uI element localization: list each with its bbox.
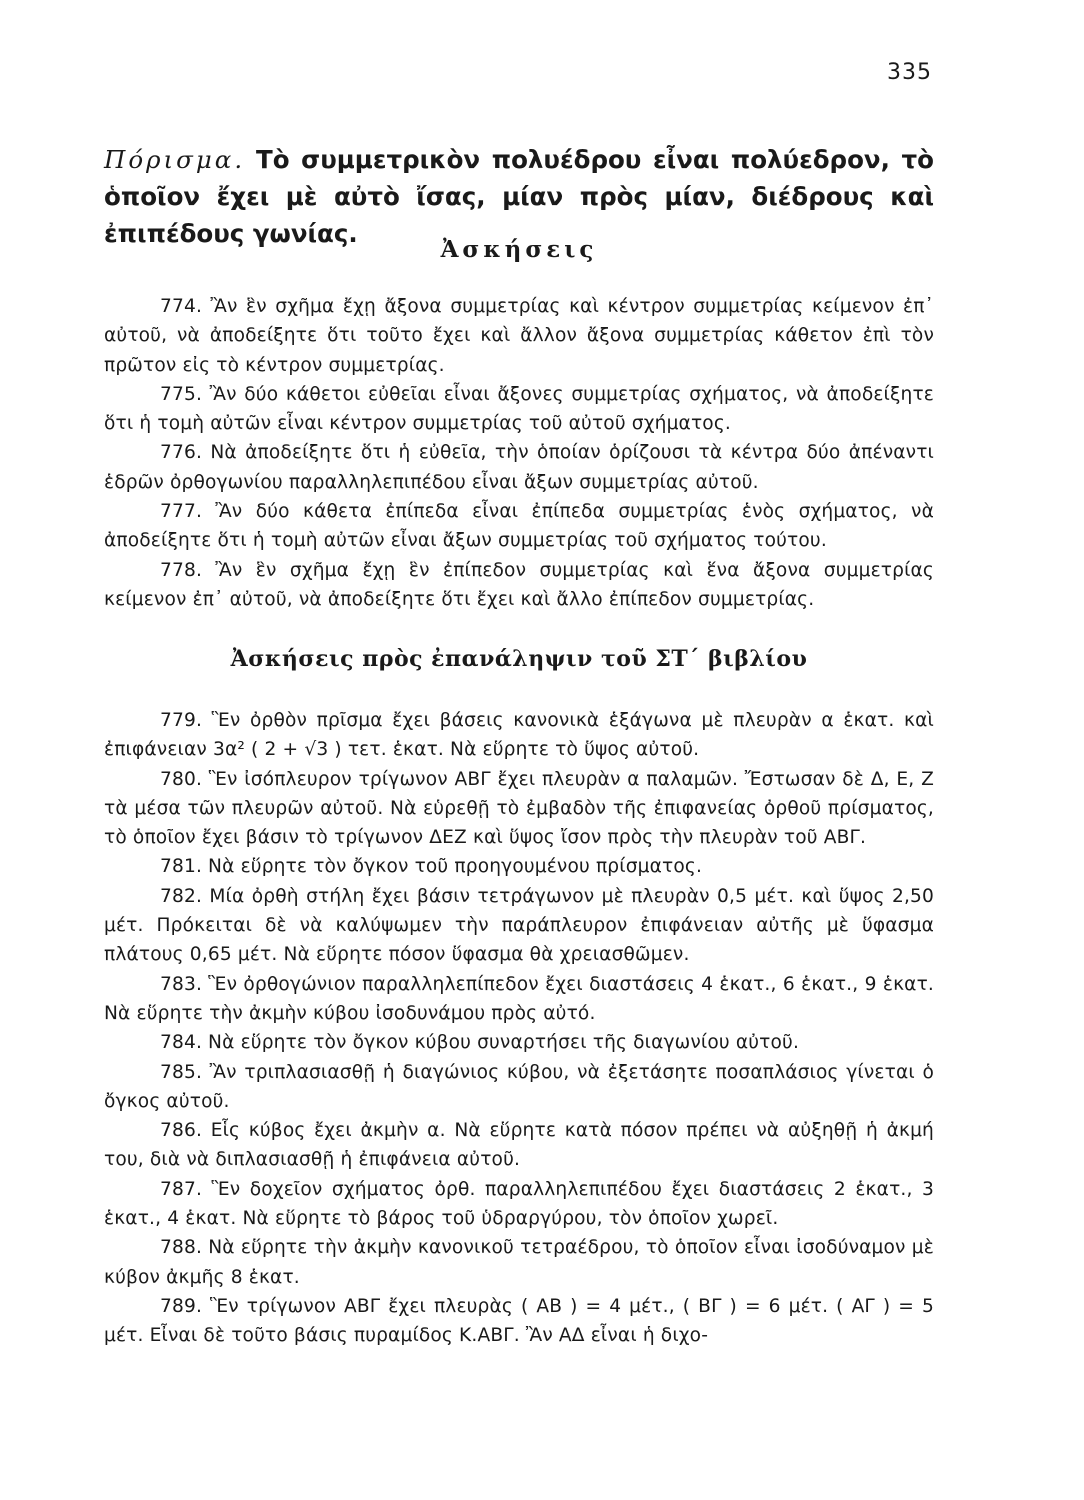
page-number: 335 bbox=[887, 60, 932, 85]
exercise-782: 782. Μία ὀρθὴ στήλη ἔχει βάσιν τετράγωνον μὲ πλευρὰν 0,5 μέτ. καὶ ὕψος 2,50 μέτ. Πρόκειται δὲ νὰ καλύψωμεν τὴν παράπλευρον ἐπιφάνειαν αὐτῆς μὲ ὕφασμα πλάτους 0,65 μέτ. Νὰ εὕρητε πόσον ὕφασμα θὰ χρειασθῶμεν. bbox=[104, 885, 934, 966]
exercise-788: 788. Νὰ εὕρητε τὴν ἀκμὴν κανονικοῦ τετραέδρου, τὸ ὁποῖον εἶναι ἰσοδύναμον μὲ κύβον ἀκμῆς 8 ἑκατ. bbox=[104, 1237, 934, 1288]
exercise-775: 775. Ἂν δύο κάθετοι εὐθεῖαι εἶναι ἄξονες συμμετρίας σχήματος, νὰ ἀποδείξητε ὅτι ἡ τομὴ αὐτῶν εἶναι κέντρον συμμετρίας τοῦ αὐτοῦ σχήματος. bbox=[104, 383, 934, 435]
exercises-list-2 bbox=[104, 706, 934, 1351]
exercise-776: 776. Νὰ ἀποδείξητε ὅτι ἡ εὐθεῖα, τὴν ὁποίαν ὁρίζουσι τὰ κέντρα δύο ἀπέναντι ἑδρῶν ὀρθογωνίου παραλληλεπιπέδου εἶναι ἄξων συμμετρίας αὐτοῦ. bbox=[104, 442, 934, 493]
corollary-paragraph bbox=[104, 141, 934, 252]
exercise-780: 780. Ἓν ἰσόπλευρον τρίγωνον ΑΒΓ ἔχει πλευρὰν α παλαμῶν. Ἔστωσαν δὲ Δ, Ε, Ζ τὰ μέσα τῶν πλευρῶν αὐτοῦ. Νὰ εὑρεθῇ τὸ ἐμβαδὸν τῆς ἐπιφανείας ὀρθοῦ πρίσματος, τὸ ὁποῖον ἔχει βάσιν τὸ τρίγωνον ΔΕΖ καὶ ὕψος ἴσον πρὸς τὴν πλευρὰν τοῦ ΑΒΓ. bbox=[104, 768, 934, 849]
corollary-label: Πόρισμα. bbox=[104, 144, 246, 174]
exercise-779: 779. Ἓν ὀρθὸν πρῖσμα ἔχει βάσεις κανονικὰ ἑξάγωνα μὲ πλευρὰν α ἑκατ. καὶ ἐπιφάνειαν 3α² ( 2 + √3 ) τετ. ἑκατ. Νὰ εὕρητε τὸ ὕψος αὐτοῦ. bbox=[104, 710, 934, 761]
section-heading-review-exercises: Ἀσκήσεις πρὸς ἐπανάληψιν τοῦ ΣΤ΄ βιβλίου bbox=[230, 646, 808, 672]
exercise-781: 781. Νὰ εὕρητε τὸν ὄγκον τοῦ προηγουμένου πρίσματος. bbox=[160, 856, 703, 878]
exercise-783: 783. Ἓν ὀρθογώνιον παραλληλεπίπεδον ἔχει διαστάσεις 4 ἑκατ., 6 ἑκατ., 9 ἑκατ. Νὰ εὕρητε τὴν ἀκμὴν κύβου ἰσοδυνάμου πρὸς αὐτό. bbox=[104, 973, 934, 1024]
corollary-statement: Τὸ συμμετρικὸν πολυέδρου εἶναι πολύεδρον, τὸ ὁποῖον ἔχει μὲ αὐτὸ ἴσας, μίαν πρὸς μίαν, διέδρους καὶ ἐπιπέδους γωνίας. bbox=[104, 144, 934, 248]
exercise-784: 784. Νὰ εὕρητε τὸν ὄγκον κύβου συναρτήσει τῆς διαγωνίου αὐτοῦ. bbox=[160, 1032, 800, 1054]
exercise-774: 774. Ἂν ἓν σχῆμα ἔχῃ ἄξονα συμμετρίας καὶ κέντρον συμμετρίας κείμενον ἐπ᾽ αὐτοῦ, νὰ ἀποδείξητε ὅτι τοῦτο ἔχει καὶ ἄλλον ἄξονα συμμετρίας κάθετον ἐπὶ τὸν πρῶτον εἰς τὸ κέντρον συμμετρίας. bbox=[104, 296, 934, 376]
section-heading-exercises: Ἀσκήσεις bbox=[440, 236, 598, 263]
exercise-789: 789. Ἓν τρίγωνον ΑΒΓ ἔχει πλευρὰς ( ΑΒ ) = 4 μέτ., ( ΒΓ ) = 6 μέτ. ( ΑΓ ) = 5 μέτ. Εἶναι δὲ τοῦτο βάσις πυραμίδος Κ.ΑΒΓ. Ἂν ΑΔ εἶναι ἡ διχο- bbox=[104, 1295, 934, 1347]
exercise-787: 787. Ἓν δοχεῖον σχήματος ὀρθ. παραλληλεπιπέδου ἔχει διαστάσεις 2 ἑκατ., 3 ἑκατ., 4 ἑκατ. Νὰ εὕρητε τὸ βάρος τοῦ ὑδραργύρου, τὸν ὁποῖον χωρεῖ. bbox=[104, 1178, 934, 1230]
exercise-778: 778. Ἂν ἓν σχῆμα ἔχῃ ἓν ἐπίπεδον συμμετρίας καὶ ἕνα ἄξονα συμμετρίας κείμενον ἐπ᾽ αὐτοῦ, νὰ ἀποδείξητε ὅτι ἔχει καὶ ἄλλο ἐπίπεδον συμμετρίας. bbox=[104, 559, 934, 610]
exercise-777: 777. Ἂν δύο κάθετα ἐπίπεδα εἶναι ἐπίπεδα συμμετρίας ἑνὸς σχήματος, νὰ ἀποδείξητε ὅτι ἡ τομὴ αὐτῶν εἶναι ἄξων συμμετρίας τοῦ σχήματος τούτου. bbox=[104, 501, 934, 552]
exercise-786: 786. Εἷς κύβος ἔχει ἀκμὴν α. Νὰ εὕρητε κατὰ πόσον πρέπει νὰ αὐξηθῇ ἡ ἀκμή του, διὰ νὰ διπλασιασθῇ ἡ ἐπιφάνεια αὐτοῦ. bbox=[104, 1120, 934, 1171]
exercises-list-1 bbox=[104, 292, 934, 614]
exercise-785: 785. Ἂν τριπλασιασθῇ ἡ διαγώνιος κύβου, νὰ ἐξετάσητε ποσαπλάσιος γίνεται ὁ ὄγκος αὐτοῦ. bbox=[104, 1061, 934, 1112]
